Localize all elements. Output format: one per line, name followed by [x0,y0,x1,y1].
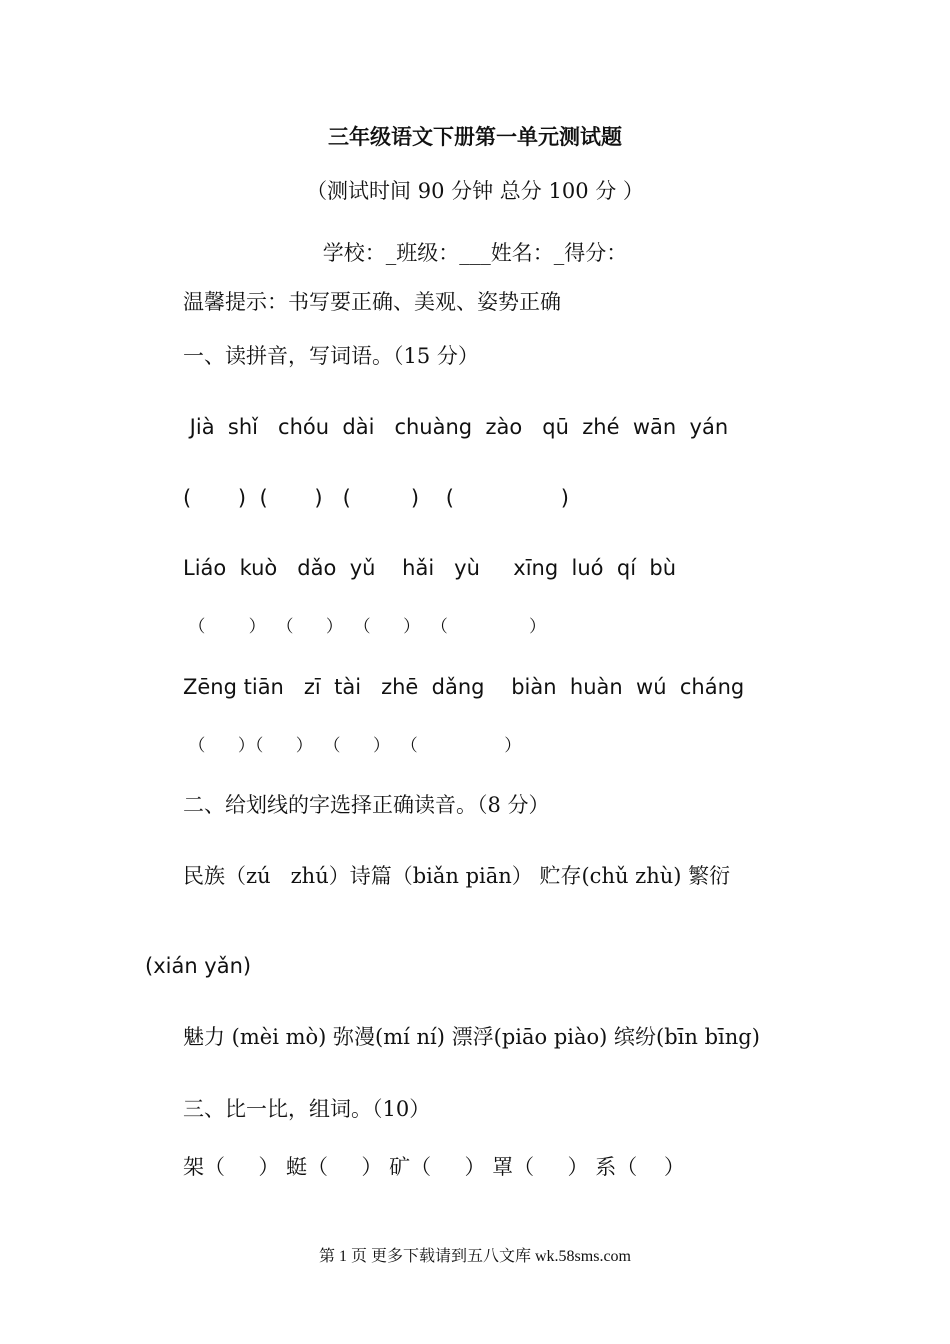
section-2-line-2: (xián yǎn) [145,954,252,978]
pinyin-row-1: Jià shǐ chóu dài chuàng zào qū zhé wān yán [183,415,729,439]
blank-row-3: （ ）（ ） （ ） （ ） [183,736,522,756]
page-subtitle: （测试时间 90 分钟 总分 100 分 ） [306,179,644,203]
page-title: 三年级语文下册第一单元测试题 [328,124,622,149]
section-3-line-1: 架（ ） 蜓（ ） 矿（ ） 罩（ ） 系（ ） [183,1155,685,1179]
blank-row-1: ( ) ( ) ( ) ( ) [183,486,569,510]
section-2-heading: 二、给划线的字选择正确读音。（8 分） [183,793,550,817]
pinyin-row-3: Zēng tiān zī tài zhē dǎng biàn huàn wú cháng [183,675,745,699]
page-footer: 第 1 页 更多下载请到五八文库 wk.58sms.com [318,1248,631,1265]
section-2-line-3: 魅力 (mèi mò) 弥漫(mí ní) 漂浮(piāo piào) 缤纷(bīn bīng) [183,1025,760,1049]
tip-text: 温馨提示：书写要正确、美观、姿势正确 [183,290,561,314]
student-info-line: 学校：_班级：___姓名：_得分： [322,241,628,265]
blank-row-2: （ ） （ ） （ ） （ ） [183,617,546,637]
section-2-line-1: 民族（zú zhú）诗篇（biǎn piān） 贮存(chǔ zhù) 繁衍 [183,864,731,888]
section-3-heading: 三、比一比，组词。（10） [183,1097,431,1121]
section-1-heading: 一、读拼音，写词语。（15 分） [183,344,479,368]
pinyin-row-2: Liáo kuò dǎo yǔ hǎi yù xīng luó qí bù [183,556,677,580]
